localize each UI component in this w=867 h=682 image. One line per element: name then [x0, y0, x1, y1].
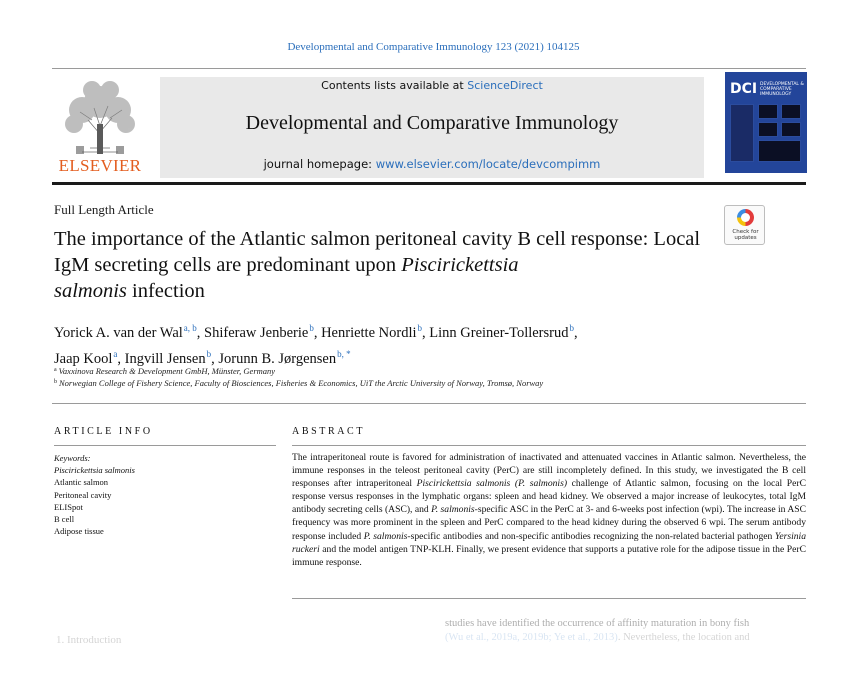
author[interactable]: Shiferaw Jenberie$^b$, — [204, 323, 322, 341]
contents-available-line — [160, 79, 704, 92]
cover-image — [730, 104, 754, 162]
journal-homepage-line — [160, 157, 704, 171]
author[interactable]: Yorick A. van der Wal$^{a, b}$, — [54, 323, 205, 341]
introduction-heading: 1. Introduction — [56, 634, 122, 646]
affiliation: $^b$ Norwegian College of Fishery Science, Faculty of Biosciences, Fisheries & Economics, UiT the Arctic University of Norway, Tromsø, Norway — [54, 378, 544, 388]
author[interactable]: Ingvill Jensen$^b$, — [124, 349, 219, 367]
cover-image — [758, 140, 801, 162]
keywords-list — [54, 452, 135, 537]
body-text-line: studies have identified the occurrence of affinity maturation in bony fish — [445, 618, 750, 629]
author[interactable]: Jorunn B. Jørgensen$^{b, *}$ — [218, 349, 351, 367]
check-for-updates-button[interactable] — [724, 205, 765, 245]
section-divider — [52, 403, 806, 404]
keyword[interactable]: Peritoneal cavity — [54, 489, 112, 500]
article-type: Full Length Article — [54, 202, 154, 217]
body-text-line: (Wu et al., 2019a, 2019b; Ye et al., 2013). Nevertheless, the location and — [445, 632, 750, 643]
author-list — [54, 318, 714, 370]
cover-image — [781, 104, 801, 119]
article-info-rule — [54, 445, 276, 446]
journal-homepage-link[interactable]: www.elsevier.com/locate/devcompimm — [375, 157, 601, 171]
sciencedirect-link[interactable]: ScienceDirect — [467, 79, 543, 92]
author[interactable]: Linn Greiner-Tollersrud$^b$, — [429, 323, 578, 341]
affiliation: $^a$ Vaxxinova Research & Development GmbH, Münster, Germany — [54, 366, 276, 376]
keyword[interactable]: Adipose tissue — [54, 526, 104, 537]
keyword[interactable]: ELISpot — [54, 501, 83, 512]
abstract-bottom-rule — [292, 598, 806, 599]
article-info-heading: ARTICLE INFO — [54, 426, 153, 437]
abstract-heading: ABSTRACT — [292, 426, 366, 437]
abstract-text: The intraperitoneal route is favored for administration of inactivated and attenuated vaccines in Atlantic salmon. Nevertheless, the immune responses in the teleost peritoneal cavity (PerC) are still incompletely defined. In this study, we investigated the B cell responses after intraperitoneal Piscirickettsia salmonis (P. salmonis) challenge of Atlantic salmon, focusing on the local PerC response versus responses in the lymphatic organs: spleen and head kidney. We observed a major increase of leukocytes, total IgM antibody secreting cells (ASC), and P. salmonis-specific ASC in the PerC at 3- and 6-weeks post infection (wpi). The increase in ASC frequency was more prominent in the spleen and PerC compared to the head kidney during the observed 6 wpi. The serum antibody response included P. salmonis-specific antibodies and non-specific antibodies recognizing the non-related bacterial pathogen Yersinia ruckeri and the model antigen TNP-KLH. Finally, we present evidence that supports a putative role for the adipose tissue in the PerC immune response. — [292, 452, 806, 568]
contents-prefix: Contents lists available at — [321, 79, 468, 92]
journal-reference[interactable]: Developmental and Comparative Immunology 123 (2021) 104125 — [287, 41, 580, 53]
cover-image — [758, 104, 778, 119]
author[interactable]: Henriette Nordli$^b$, — [321, 323, 430, 341]
keyword[interactable]: Piscirickettsia salmonis — [54, 465, 135, 476]
cover-subtitle: DEVELOPMENTAL & COMPARATIVE IMMUNOLOGY — [760, 82, 804, 98]
journal-title: Developmental and Comparative Immunology — [245, 112, 619, 134]
header-top-rule — [52, 68, 806, 69]
homepage-prefix: journal homepage: — [263, 157, 376, 171]
cover-title: DCI — [730, 81, 758, 97]
elsevier-wordmark[interactable]: ELSEVIER — [58, 156, 142, 175]
keywords-label: Keywords: — [54, 453, 91, 463]
keyword[interactable]: B cell — [54, 514, 75, 525]
journal-cover-thumbnail[interactable] — [725, 72, 807, 173]
keyword[interactable]: Atlantic salmon — [54, 477, 109, 488]
abstract-rule — [292, 445, 806, 446]
cover-image — [781, 122, 801, 137]
cover-image — [758, 122, 778, 137]
check-updates-icon — [737, 209, 754, 226]
citation-link[interactable]: (Wu et al., 2019a, 2019b; Ye et al., 2013) — [445, 632, 618, 643]
article-title: The importance of the Atlantic salmon peritoneal cavity B cell response: Local IgM secreting cells are predominant upon Piscirickettsia salmonis infection — [54, 228, 701, 302]
check-updates-label: Check for updates — [732, 229, 759, 241]
author[interactable]: Jaap Kool$^a$, — [54, 349, 125, 367]
header-bottom-rule — [52, 182, 806, 185]
